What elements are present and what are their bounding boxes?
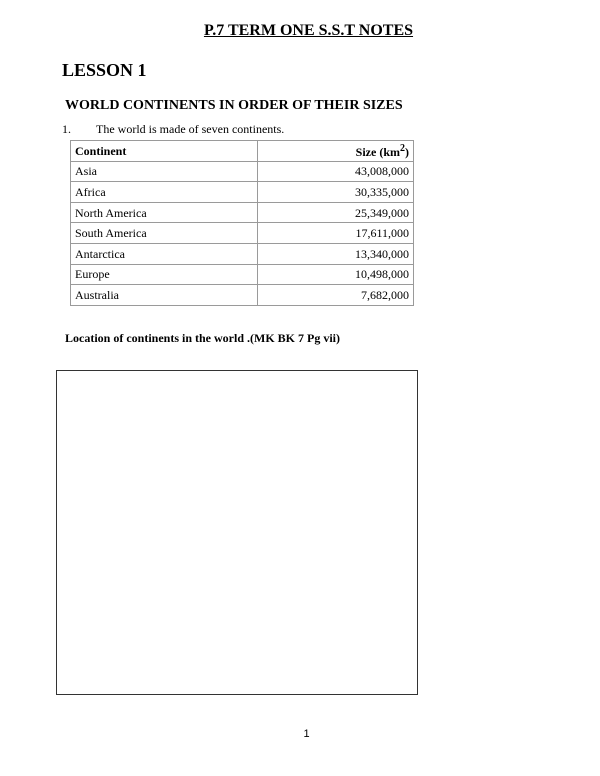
point-number: 1. <box>62 122 71 136</box>
header-continent: Continent <box>71 141 258 162</box>
continent-name: South America <box>71 223 258 244</box>
continent-name: Europe <box>71 264 258 285</box>
section-heading: WORLD CONTINENTS IN ORDER OF THEIR SIZES <box>65 98 403 113</box>
table-row <box>71 243 414 264</box>
table-header-row <box>71 141 414 162</box>
page-title: P.7 TERM ONE S.S.T NOTES <box>203 22 414 39</box>
continent-size: 25,349,000 <box>258 202 414 223</box>
lesson-heading: LESSON 1 <box>62 60 147 80</box>
header-size-label: Size (km <box>355 145 400 160</box>
continent-name: Africa <box>71 182 258 203</box>
table-row <box>71 264 414 285</box>
continent-name: Australia <box>71 285 258 306</box>
continent-name: Asia <box>71 161 258 182</box>
header-size <box>258 141 414 162</box>
location-heading: Location of continents in the world .(MK BK 7 Pg vii) <box>65 331 340 345</box>
continent-size: 13,340,000 <box>258 243 414 264</box>
continent-size: 17,611,000 <box>258 223 414 244</box>
continents-table <box>70 140 414 306</box>
continent-size: 43,008,000 <box>258 161 414 182</box>
continent-name: North America <box>71 202 258 223</box>
continent-size: 7,682,000 <box>258 285 414 306</box>
table-row <box>71 285 414 306</box>
table-row <box>71 161 414 182</box>
header-size-superscript: 2 <box>400 143 405 155</box>
continent-size: 30,335,000 <box>258 182 414 203</box>
table-row <box>71 182 414 203</box>
page-number: 1 <box>303 728 310 740</box>
continent-name: Antarctica <box>71 243 258 264</box>
continent-size: 10,498,000 <box>258 264 414 285</box>
point-text: The world is made of seven continents. <box>96 122 285 136</box>
header-size-suffix: ) <box>405 145 409 160</box>
table-row <box>71 223 414 244</box>
numbered-point <box>62 122 284 137</box>
table-row <box>71 202 414 223</box>
map-drawing-box <box>56 370 418 695</box>
